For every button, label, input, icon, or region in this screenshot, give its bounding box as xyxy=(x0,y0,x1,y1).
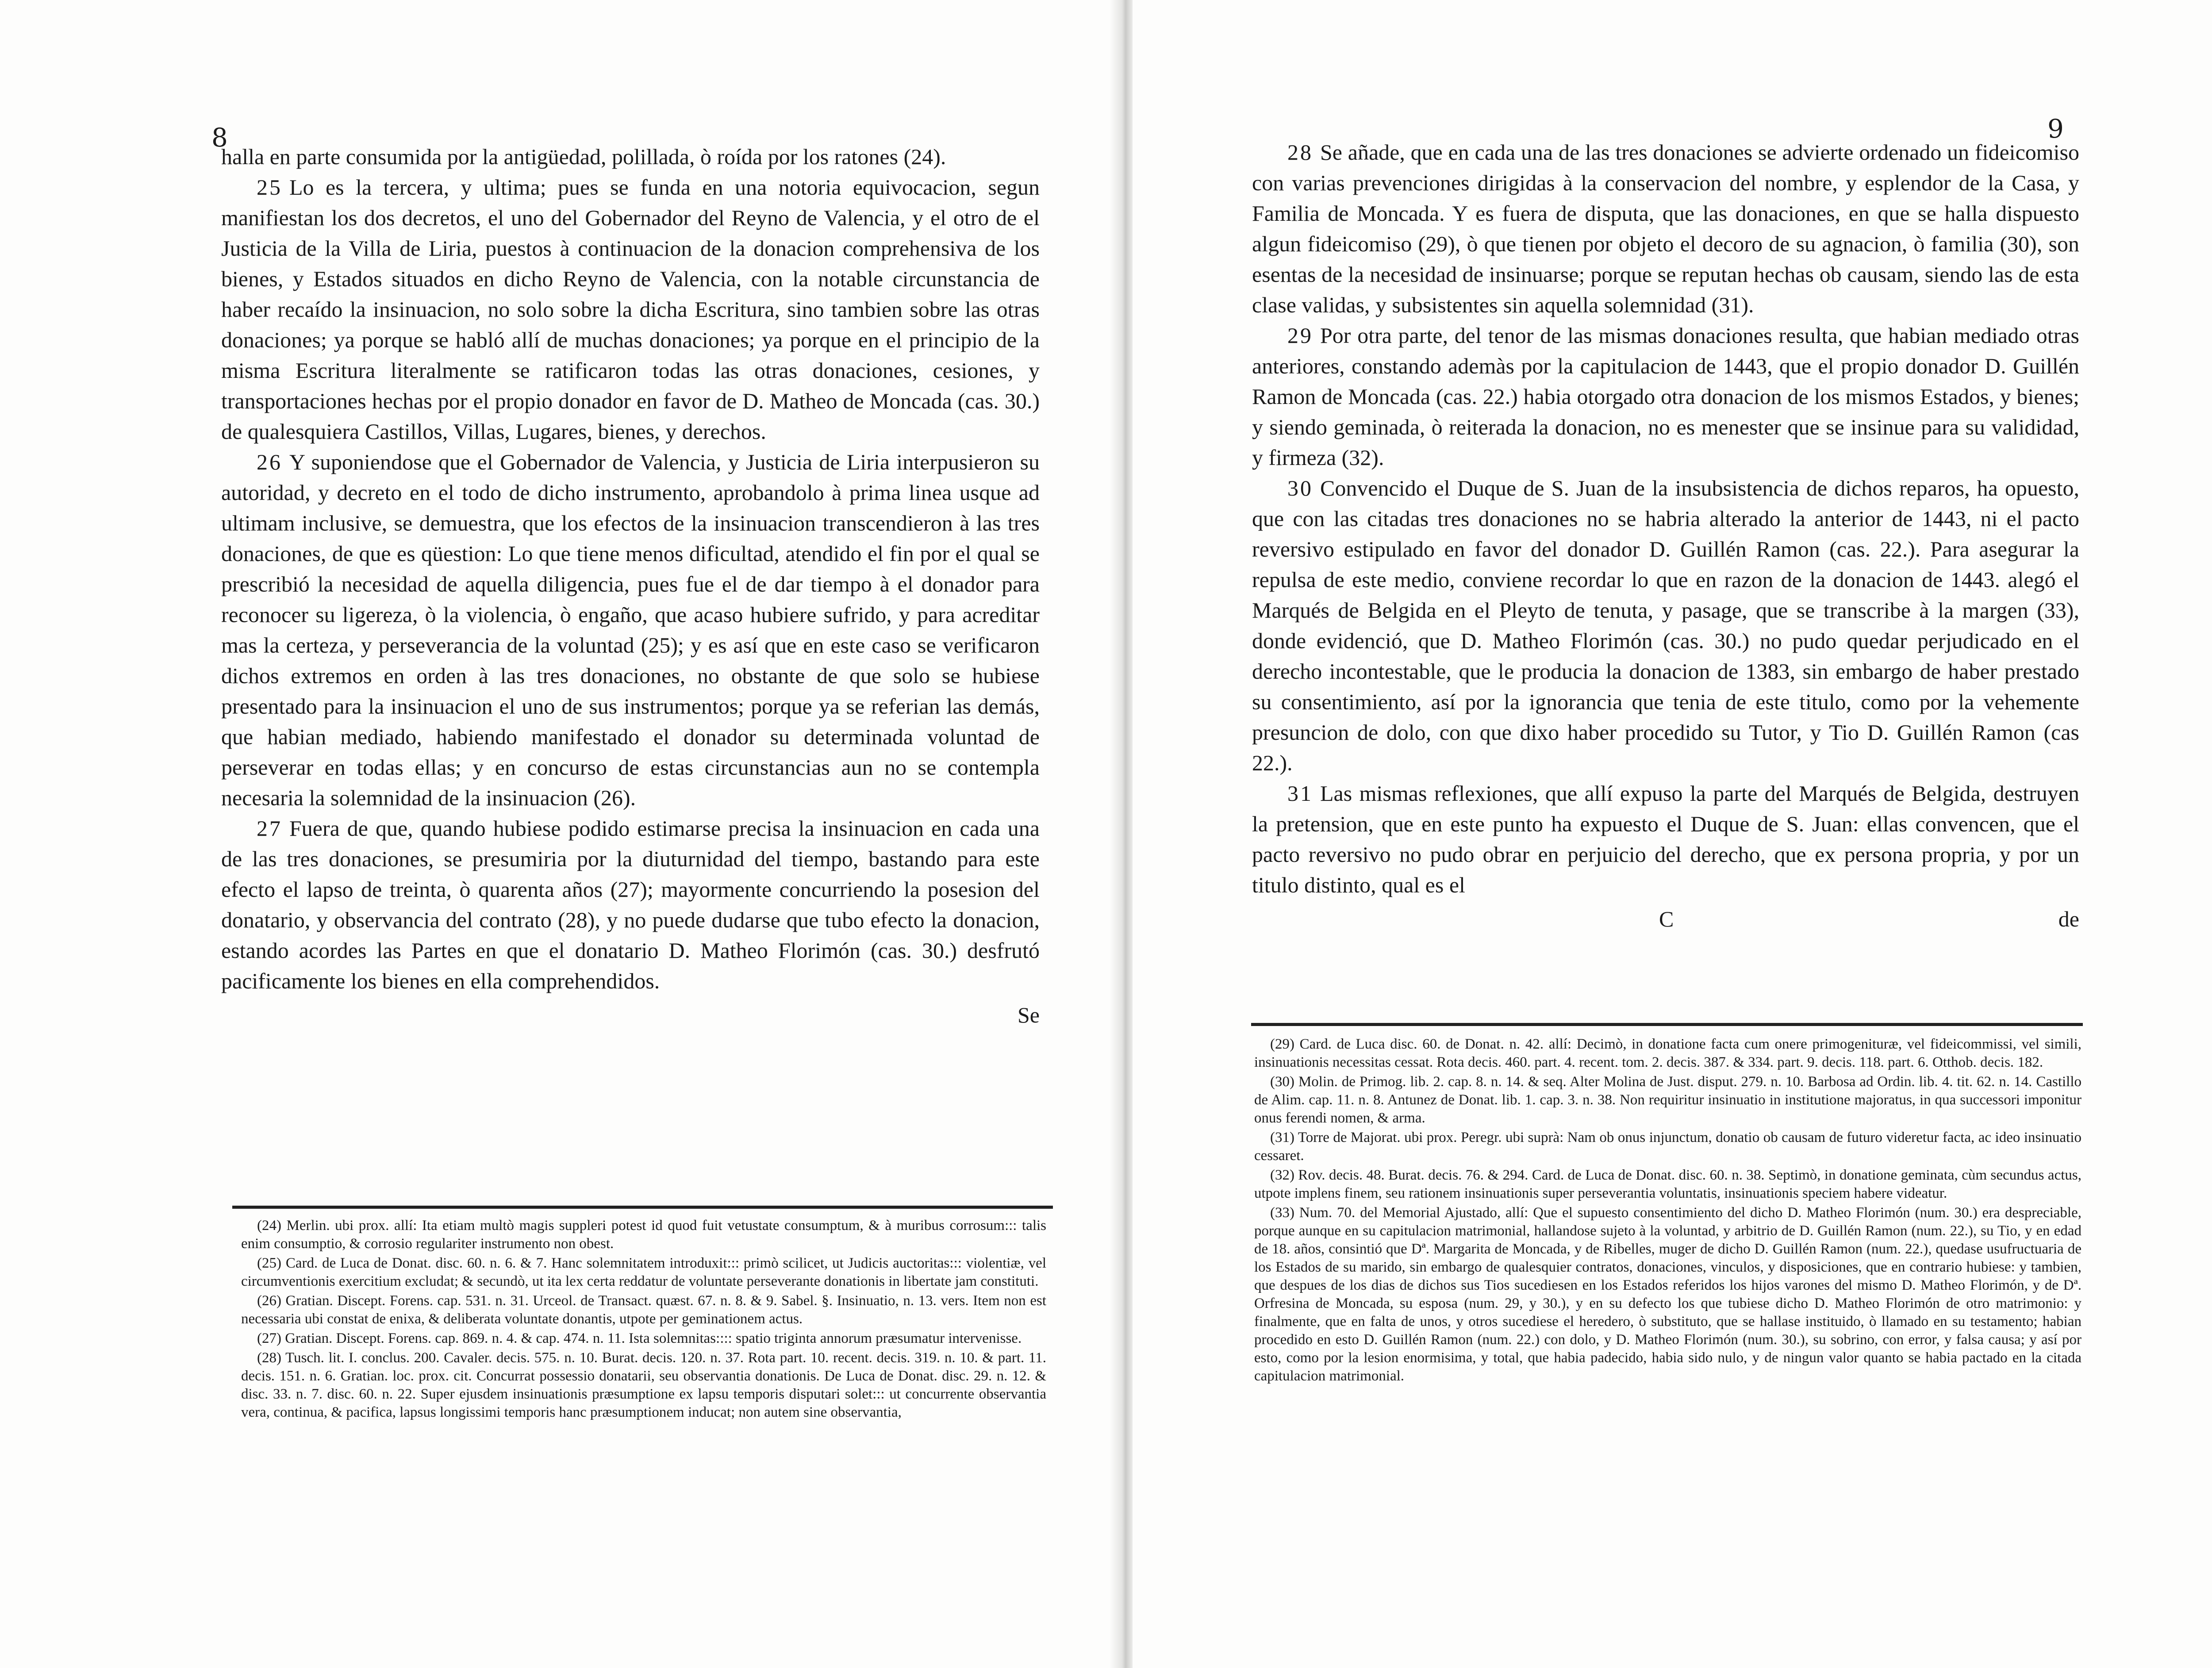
paragraph: 28 Se añade, que en cada una de las tres donaciones se advierte ordenado un fideicomiso con varias prevenciones dirigidas à la conservacion del nombre, y esplendor de la Casa, y Familia de Moncada. Y es fuera de disputa, que las donaciones, en que se halla dispuesto algun fideicomiso (29), ò que tienen por objeto el decoro de su agnacion, ò familia (30), son esentas de la necesidad de insinuarse; porque se reputan hechas ob causam, siendo las de esta clase validas, y subsistentes sin aquella solemnidad (31). xyxy=(1252,140,2079,317)
paragraph-number: 26 xyxy=(257,450,282,474)
page-foot-row xyxy=(221,996,1040,1027)
footnote: (29) Card. de Luca disc. 60. de Donat. n. 42. allí: Decimò, in donatione facta cum onere primogenituræ, vel fideicommissi, vel simili, insinuationis necessitas cessat. Rota decis. 460. part. 4. recent. tom. 2. decis. 387. & 334. part. 9. decis. 118. part. 6. Otthob. decis. 182. xyxy=(1254,1036,2081,1070)
right-page xyxy=(1133,0,2212,1668)
paragraph: 26 Y suponiendose que el Gobernador de Valencia, y Justicia de Liria interpusieron su autoridad, y decreto en el todo de dicho instrumento, aprobandolo à prima linea usque ad ultimam inclusive, se demuestra, que los efectos de la insinuacion transcendieron à las tres donaciones, de que es qüestion: Lo que tiene menos dificultad, atendido el fin por el qual se prescribió la necesidad de aquella diligencia, pues fue el de dar tiempo à el donador para reconocer su ligereza, ò la violencia, ò engaño, que acaso hubiere sufrido, y para acreditar mas la certeza, y perseverancia de la voluntad (25); y es así que en este caso se verificaron dichos extremos en orden à las tres donaciones, no obstante de que solo se hubiese presentado para la insinuacion el uno de sus instrumentos; porque ya se referian las demás, que habian mediado, habiendo manifestado el donador su determinada voluntad de perseverar en todas ellas; y en concurso de estas circunstancias aun no se contempla necesaria la solemnidad de la insinuacion (26). xyxy=(221,450,1040,810)
catchword: Se xyxy=(1018,1003,1040,1027)
footnote-rule xyxy=(1251,1023,2083,1026)
page-number: 8 xyxy=(211,123,228,153)
paragraph-number: 27 xyxy=(257,816,282,841)
page-number: 9 xyxy=(2047,114,2064,144)
signature-mark: C xyxy=(1659,907,1674,931)
footnote: (26) Gratian. Discept. Forens. cap. 531. n. 31. Urceol. de Transact. quæst. 67. n. 8. & 9. Sabel. §. Insinuatio, n. 13. vers. Item non est necessaria ubi constat de enixa, & deliberata voluntate donantis, utpote per geminationem actus. xyxy=(241,1293,1046,1327)
footnote-rule xyxy=(232,1206,1053,1209)
catchword: de xyxy=(2058,907,2079,931)
paragraph: 25 Lo es la tercera, y ultima; pues se funda en una notoria equivocacion, segun manifiestan los dos decretos, el uno del Gobernador del Reyno de Valencia, y el otro de el Justicia de la Villa de Liria, puestos à continuacion de la donacion comprehensiva de los bienes, y Estados situados en dicho Reyno de Valencia, con la notable circunstancia de haber recaído la insinuacion, no solo sobre la dicha Escritura, sino tambien sobre las otras donaciones; ya porque se habló allí de muchas donaciones; ya porque en el principio de la misma Escritura literalmente se ratificaron todas las otras donaciones, cesiones, y transportaciones hechas por el propio donador en favor de D. Matheo de Moncada (cas. 30.) de qualesquiera Castillos, Villas, Lugares, bienes, y derechos. xyxy=(221,175,1040,444)
paragraph-number: 28 xyxy=(1287,140,1313,165)
paragraph: halla en parte consumida por la antigüedad, polillada, ò roída por los ratones (24). xyxy=(221,144,946,169)
main-text xyxy=(221,142,1040,1027)
main-text xyxy=(1252,137,2079,931)
footnotes xyxy=(241,1217,1046,1423)
footnote: (32) Rov. decis. 48. Burat. decis. 76. & 294. Card. de Luca de Donat. disc. 60. n. 38. Septimò, in donatione geminata, cùm secundus actus, utpote implens finem, seu rationem insinuationis super perseverantia voluntatis, insinuationis speciem habere videatur. xyxy=(1254,1167,2081,1201)
footnote: (25) Card. de Luca de Donat. disc. 60. n. 6. & 7. Hanc solemnitatem introduxit::: primò scilicet, ut Judicis auctoritas::: violentiæ, vel circumventionis exercitium excludat; & secundò, ut ita lex certa reddatur de voluntate perseverante donationis in libertate jam constituti. xyxy=(241,1255,1046,1289)
paragraph-number: 29 xyxy=(1287,323,1313,348)
footnote: (27) Gratian. Discept. Forens. cap. 869. n. 4. & cap. 474. n. 11. Ista solemnitas:::: spatio triginta annorum præsumatur intervenisse. xyxy=(257,1330,1022,1346)
paragraph-number: 31 xyxy=(1287,781,1313,806)
footnote: (28) Tusch. lit. I. conclus. 200. Cavaler. decis. 575. n. 10. Burat. decis. 120. n. 37. Rota part. 10. recent. decis. 319. n. 10. & part. 11. decis. 151. n. 6. Gratian. loc. prox. cit. Concurrat possessio donatarii, seu observantia donationis. De Luca de Donat. disc. 29. n. 12. & disc. 33. n. 7. disc. 60. n. 22. Super ejusdem insinuationis præsumptione ex lapsu temporis disputari solet::: ut concurrente observantia vera, continua, & pacifica, lapsus longissimi temporis hanc præsumptionem inducat; non autem sine observantia, xyxy=(241,1350,1046,1420)
footnote: (24) Merlin. ubi prox. allí: Ita etiam multò magis suppleri potest id quod fuit vetustate consumptum, & à muribus corrosum::: talis enim consumptio, & corrosio regulariter instrumento non obest. xyxy=(241,1218,1046,1252)
footnotes xyxy=(1254,1035,2081,1387)
page-foot-row xyxy=(1252,900,2079,931)
paragraph-number: 25 xyxy=(257,175,282,200)
paragraph-number: 30 xyxy=(1287,476,1313,500)
paragraph: 30 Convencido el Duque de S. Juan de la insubsistencia de dichos reparos, ha opuesto, que con las citadas tres donaciones no se habria alterado la anterior de 1443, ni el pacto reversivo estipulado en favor del donador D. Guillén Ramon (cas. 22.). Para asegurar la repulsa de este medio, conviene recordar lo que en razon de la donacion de 1443. alegó el Marqués de Belgida en el Pleyto de tenuta, y pasage, que se transcribe à la margen (33), donde evidenció, que D. Matheo Florimón (cas. 30.) no pudo quedar perjudicado en el derecho incontestable, que le producia la donacion de 1383, sin embargo de haber prestado su consentimiento, así por la ignorancia que tenia de este titulo, como por la vehemente presuncion de dolo, con que dixo haber procedido su Tutor, y Tio D. Guillén Ramon (cas 22.). xyxy=(1252,476,2079,775)
paragraph: 29 Por otra parte, del tenor de las mismas donaciones resulta, que habian mediado otras anteriores, constando ademàs por la capitulacion de 1443, que el propio donador D. Guillén Ramon de Moncada (cas. 22.) habia otorgado otra donacion de los mismos Estados, y bienes; y siendo geminada, ò reiterada la donacion, no es menester que se insinue para su valididad, y firmeza (32). xyxy=(1252,323,2079,470)
footnote: (31) Torre de Majorat. ubi prox. Peregr. ubi suprà: Nam ob onus injunctum, donatio ob causam de futuro videretur facta, ac ideo insinuatio cessaret. xyxy=(1254,1130,2081,1164)
paragraph: 27 Fuera de que, quando hubiese podido estimarse precisa la insinuacion en cada una de las tres donaciones, se presumiria por la diuturnidad del tiempo, bastando para este efecto el lapso de treinta, ò quarenta años (27); mayormente concurriendo la posesion del donatario, y observancia del contrato (28), y no puede dudarse que tubo efecto la donacion, estando acordes las Partes en que el donatario D. Matheo Florimón (cas. 30.) desfrutó pacificamente los bienes en ella comprehendidos. xyxy=(221,816,1040,993)
footnote: (33) Num. 70. del Memorial Ajustado, allí: Que el supuesto consentimiento del dicho D. Matheo Florimón (num. 30.) era despreciable, porque aunque en su capitulacion matrimonial, hallandose sujeto à la voluntad, y arbitrio de D. Guillén Ramon (num. 22.), su Tio, y en edad de 18. años, consintió que Dª. Margarita de Moncada, y de Ribelles, muger de dicho D. Guillén Ramon (num. 22.), quedase usufructuaria de los Estados de su marido, sin embargo de qualesquier contratos, donaciones, vinculos, y disposiciones, que en contrario hubiese: y tambien, que despues de los dias de dichos sus Tios sucediesen en los Estados referidos los hijos varones del mismo D. Matheo Florimón, y de Dª. Orfresina de Moncada, su esposa (num. 29, y 30.), y en su defecto los que tubiese dicho D. Matheo Florimón de otro matrimonio: y finalmente, que en falta de unos, y otros sucediese el heredero, ò substituto, que se hallase instituido, ò llamado en su testamento; habian procedido en esto D. Guillén Ramon (num. 22.) con dolo, y D. Matheo Florimón (num. 30.), su sobrino, con error, y falsa causa; y así por esto, como por la lesion enormisima, y total, que habia padecido, habia sido nulo, y de ningun valor quanto se habia pactado en la citada capitulacion matrimonial. xyxy=(1254,1205,2081,1384)
paragraph: 31 Las mismas reflexiones, que allí expuso la parte del Marqués de Belgida, destruyen la pretension, que en este punto ha expuesto el Duque de S. Juan: ellas convencen, que el pacto reversivo no pudo obrar en perjuicio del derecho, que ex persona propria, y por un titulo distinto, qual es el xyxy=(1252,781,2079,897)
footnote: (30) Molin. de Primog. lib. 2. cap. 8. n. 14. & seq. Alter Molina de Just. disput. 279. n. 10. Barbosa ad Ordin. lib. 4. tit. 62. n. 14. Castillo de Alim. cap. 11. n. 8. Antunez de Donat. lib. 1. cap. 3. n. 38. Non requiritur insinuatio in institutione majoratus, in qua successori imponitur onus ferendi nomen, & arma. xyxy=(1254,1074,2081,1126)
